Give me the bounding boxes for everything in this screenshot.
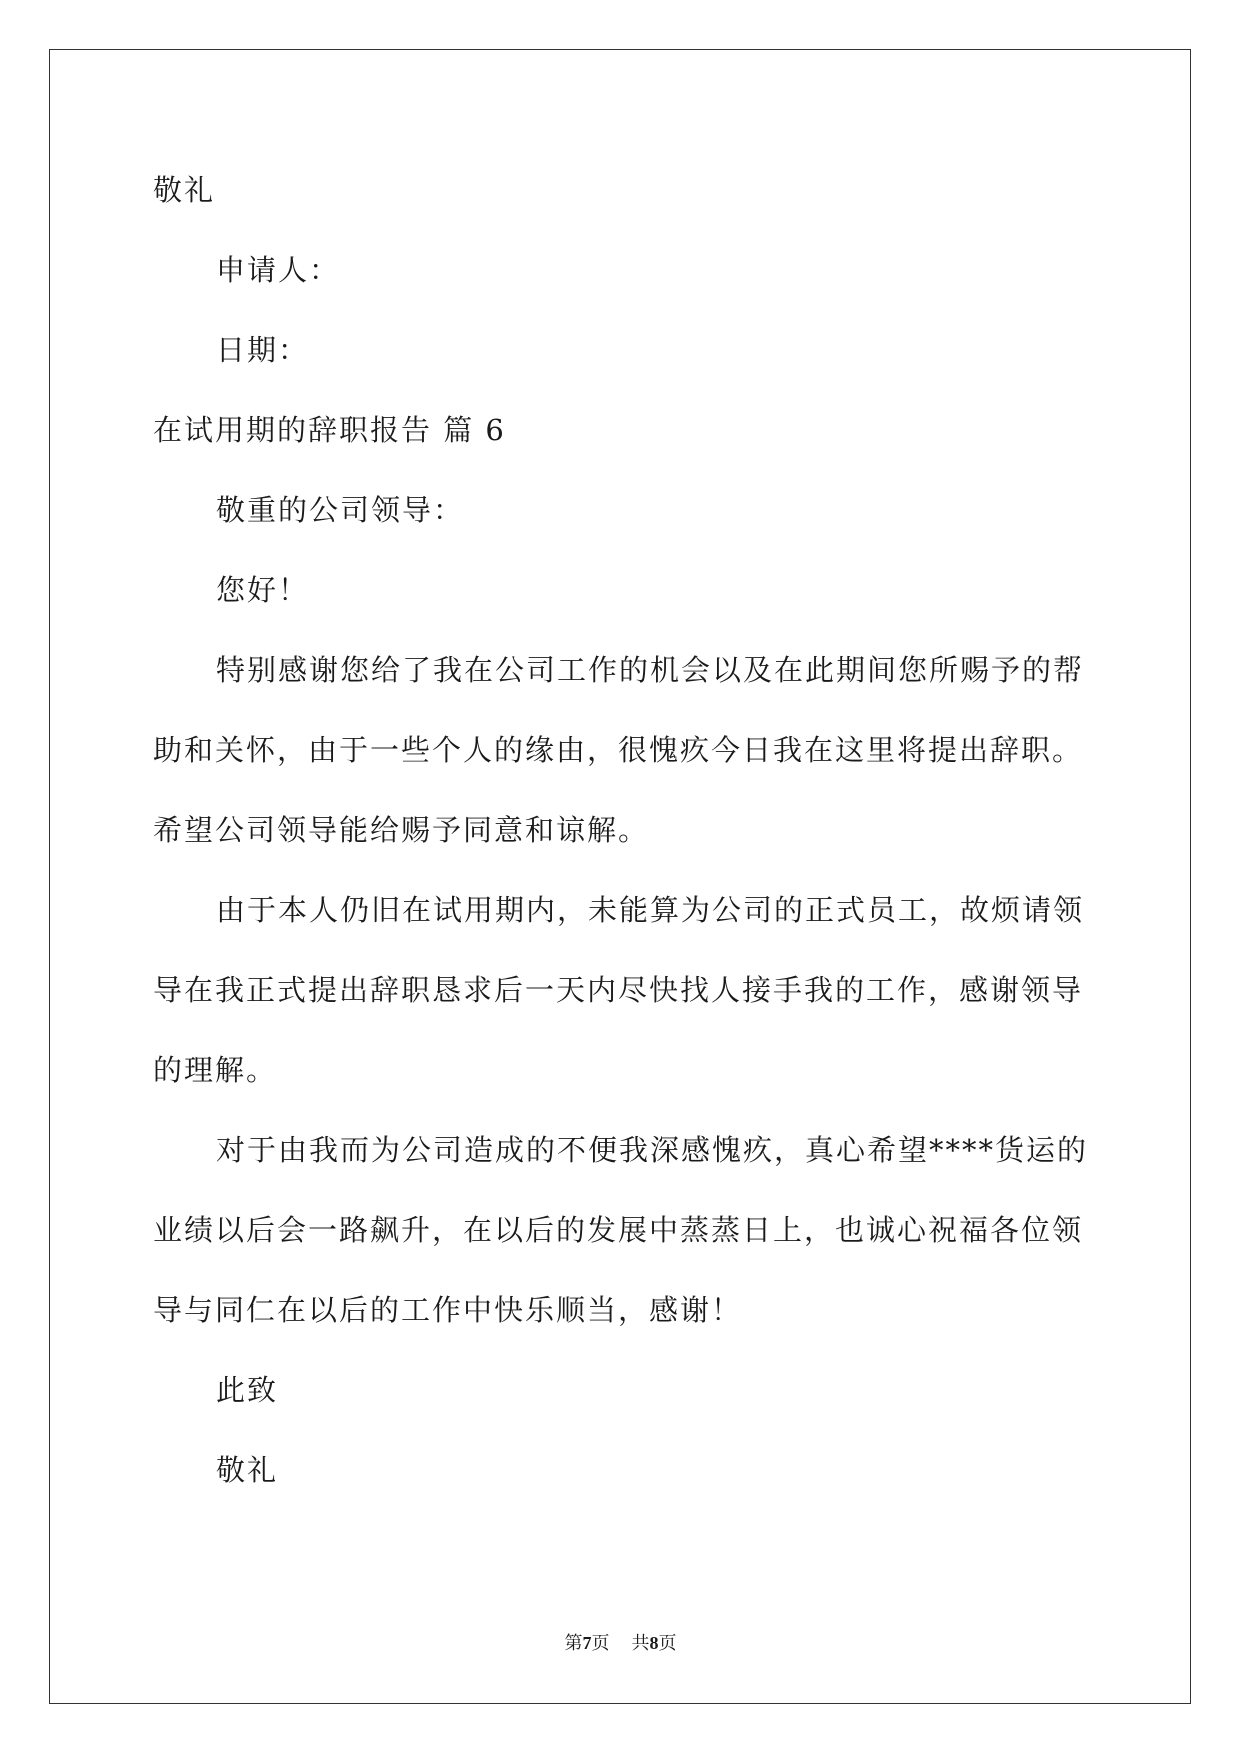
closing-salute: 敬礼 (216, 1453, 279, 1487)
page-prefix: 第 (564, 1633, 583, 1653)
page-total: 8 (649, 1633, 659, 1653)
paragraph-3-line-3: 导与同仁在以后的工作中快乐顺当，感谢！ (153, 1293, 743, 1327)
total-suffix: 页 (658, 1633, 677, 1653)
paragraph-1-line-2: 助和关怀，由于一些个人的缘由，很愧疚今日我在这里将提出辞职。 (153, 733, 1084, 767)
paragraph-3-line-2: 业绩以后会一路飙升，在以后的发展中蒸蒸日上，也诚心祝福各位领 (153, 1213, 1084, 1247)
page-suffix: 页 (591, 1633, 610, 1653)
paragraph-3-line-1: 对于由我而为公司造成的不便我深感愧疚，真心希望****货运的 (216, 1133, 1089, 1167)
page-current: 7 (582, 1633, 592, 1653)
salutation: 敬重的公司领导： (216, 493, 465, 527)
paragraph-2-line-3: 的理解。 (153, 1053, 278, 1087)
total-prefix: 共 (631, 1633, 650, 1653)
applicant-label: 申请人： (216, 253, 341, 287)
greeting: 您好！ (216, 573, 310, 607)
paragraph-1-line-3: 希望公司领导能给赐予同意和谅解。 (153, 813, 650, 847)
paragraph-2-line-1: 由于本人仍旧在试用期内，未能算为公司的正式员工，故烦请领 (216, 893, 1085, 927)
paragraph-2-line-2: 导在我正式提出辞职恳求后一天内尽快找人接手我的工作，感谢领导 (153, 973, 1084, 1007)
closing-phrase: 此致 (216, 1373, 279, 1407)
closing-salute-top: 敬礼 (153, 173, 216, 207)
date-label: 日期： (216, 333, 310, 367)
page-footer (0, 1631, 1241, 1655)
section-heading: 在试用期的辞职报告 篇 6 (153, 413, 506, 447)
paragraph-1-line-1: 特别感谢您给了我在公司工作的机会以及在此期间您所赐予的帮 (216, 653, 1085, 687)
